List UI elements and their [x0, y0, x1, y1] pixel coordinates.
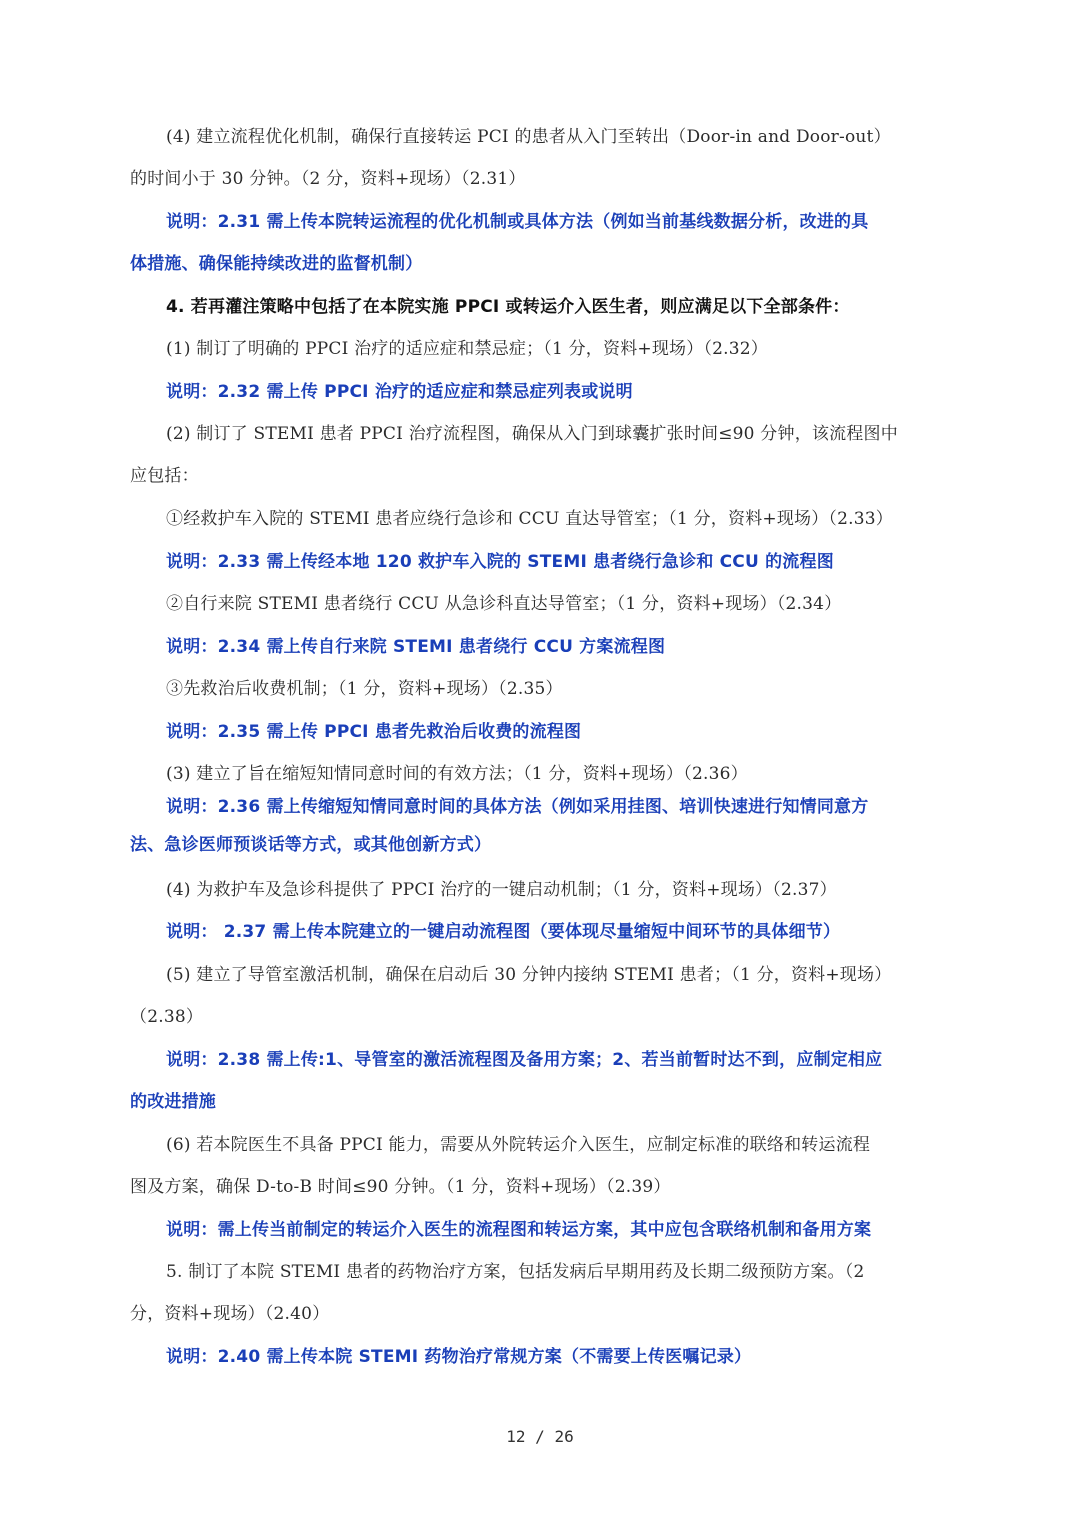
text-line: ①经救护车入院的 STEMI 患者应绕行急诊和 CCU 直达导管室；（1 分，资料+现场）（2.33） [166, 509, 893, 529]
text-line: 的时间小于 30 分钟。（2 分，资料+现场）（2.31） [130, 169, 526, 189]
text-line: (4) 建立流程优化机制，确保行直接转运 PCI 的患者从入门至转出（Door-in and Door-out） [166, 127, 891, 147]
text-line: 应包括： [130, 466, 199, 486]
text-line: (5) 建立了导管室激活机制，确保在启动后 30 分钟内接纳 STEMI 患者；（1 分，资料+现场） [166, 965, 892, 985]
note-line: 说明：需上传当前制定的转运介入医生的流程图和转运方案，其中应包含联络机制和备用方案 [166, 1220, 872, 1240]
text-line: ③先救治后收费机制；（1 分，资料+现场）（2.35） [166, 679, 563, 699]
text-line: ②自行来院 STEMI 患者绕行 CCU 从急诊科直达导管室；（1 分，资料+现场）（2.34） [166, 594, 842, 614]
text-line: (3) 建立了旨在缩短知情同意时间的有效方法；（1 分，资料+现场）（2.36） [166, 764, 748, 784]
note-line: 说明：2.34 需上传自行来院 STEMI 患者绕行 CCU 方案流程图 [166, 637, 666, 657]
text-line: (2) 制订了 STEMI 患者 PPCI 治疗流程图，确保从入门到球囊扩张时间≤90 分钟，该流程图中 [166, 424, 898, 444]
note-line: 法、急诊医师预谈话等方式，或其他创新方式） [130, 835, 492, 855]
text-line: （2.38） [130, 1007, 204, 1027]
text-line: (6) 若本院医生不具备 PPCI 能力，需要从外院转运介入医生，应制定标准的联络和转运流程 [166, 1135, 871, 1155]
note-line: 说明：2.36 需上传缩短知情同意时间的具体方法（例如采用挂图、培训快速进行知情同意方 [166, 797, 869, 817]
note-line: 说明：2.38 需上传:1、导管室的激活流程图及备用方案；2、若当前暂时达不到，应制定相应 [166, 1050, 883, 1070]
text-line: 5. 制订了本院 STEMI 患者的药物治疗方案，包括发病后早期用药及长期二级预防方案。（2 [166, 1262, 865, 1282]
note-line: 说明： 2.37 需上传本院建立的一键启动流程图（要体现尽量缩短中间环节的具体细节） [166, 922, 841, 942]
note-line: 说明：2.32 需上传 PPCI 治疗的适应症和禁忌症列表或说明 [166, 382, 633, 402]
text-line: 图及方案，确保 D-to-B 时间≤90 分钟。（1 分，资料+现场）（2.39） [130, 1177, 671, 1197]
section-heading: 4. 若再灌注策略中包括了在本院实施 PPCI 或转运介入医生者，则应满足以下全部条件： [166, 297, 850, 317]
text-line: 分，资料+现场）（2.40） [130, 1304, 330, 1324]
note-line: 说明：2.35 需上传 PPCI 患者先救治后收费的流程图 [166, 722, 582, 742]
note-line: 说明：2.33 需上传经本地 120 救护车入院的 STEMI 患者绕行急诊和 CCU 的流程图 [166, 552, 834, 572]
text-line: (1) 制订了明确的 PPCI 治疗的适应症和禁忌症；（1 分，资料+现场）（2.32） [166, 339, 769, 359]
text-line: (4) 为救护车及急诊科提供了 PPCI 治疗的一键启动机制；（1 分，资料+现场）（2.37） [166, 880, 837, 900]
note-line: 说明：2.40 需上传本院 STEMI 药物治疗常规方案（不需要上传医嘱记录） [166, 1347, 752, 1367]
page-number: 12 / 26 [506, 1427, 574, 1446]
note-line: 的改进措施 [130, 1092, 216, 1112]
note-line: 体措施、确保能持续改进的监督机制） [130, 254, 423, 274]
note-line: 说明：2.31 需上传本院转运流程的优化机制或具体方法（例如当前基线数据分析，改进的具 [166, 212, 869, 232]
